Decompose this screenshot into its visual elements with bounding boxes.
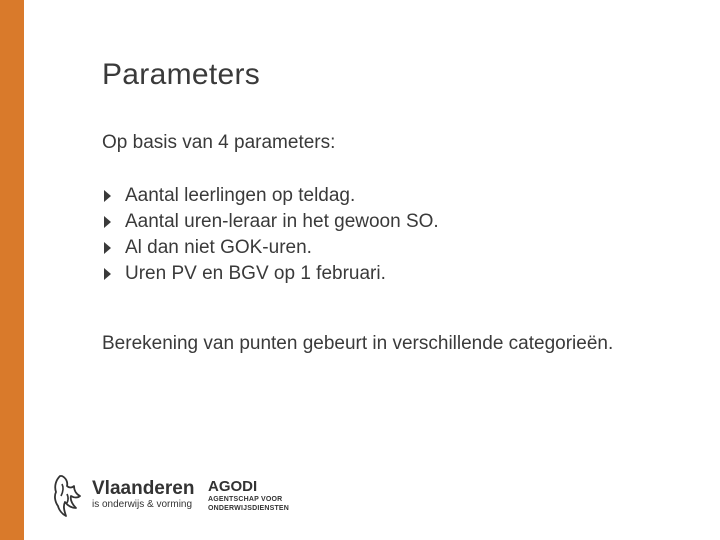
- agodi-subtitle-line2: ONDERWIJSDIENSTEN: [208, 505, 290, 512]
- vlaanderen-name: Vlaanderen: [92, 478, 195, 499]
- conclusion-text: Berekening van punten gebeurt in verschillende categorieën.: [102, 333, 614, 354]
- bullet-item: [102, 183, 439, 209]
- intro-text: Op basis van 4 parameters:: [102, 132, 336, 153]
- triangle-right-icon: [104, 268, 111, 280]
- bullet-item: [102, 235, 439, 261]
- bullet-item: [102, 209, 439, 235]
- triangle-right-icon: [104, 216, 111, 228]
- lion-icon: [50, 472, 84, 518]
- agodi-name: AGODI: [208, 478, 258, 495]
- accent-bar: [0, 0, 24, 540]
- bullet-list: [102, 183, 439, 287]
- agodi-logo: [208, 478, 289, 513]
- triangle-right-icon: [104, 242, 111, 254]
- bullet-item: [102, 261, 439, 287]
- agodi-subtitle-line1: AGENTSCHAP VOOR: [208, 496, 283, 503]
- bullet-text: Uren PV en BGV op 1 februari.: [125, 263, 386, 284]
- slide-title: Parameters: [102, 58, 261, 91]
- vlaanderen-logo: [50, 472, 194, 518]
- vlaanderen-text: [92, 479, 194, 511]
- bullet-text: Aantal leerlingen op teldag.: [125, 185, 356, 206]
- triangle-right-icon: [104, 190, 111, 202]
- bullet-text: Al dan niet GOK-uren.: [125, 237, 312, 258]
- vlaanderen-subtitle: is onderwijs & vorming: [92, 499, 193, 510]
- bullet-text: Aantal uren-leraar in het gewoon SO.: [125, 211, 439, 232]
